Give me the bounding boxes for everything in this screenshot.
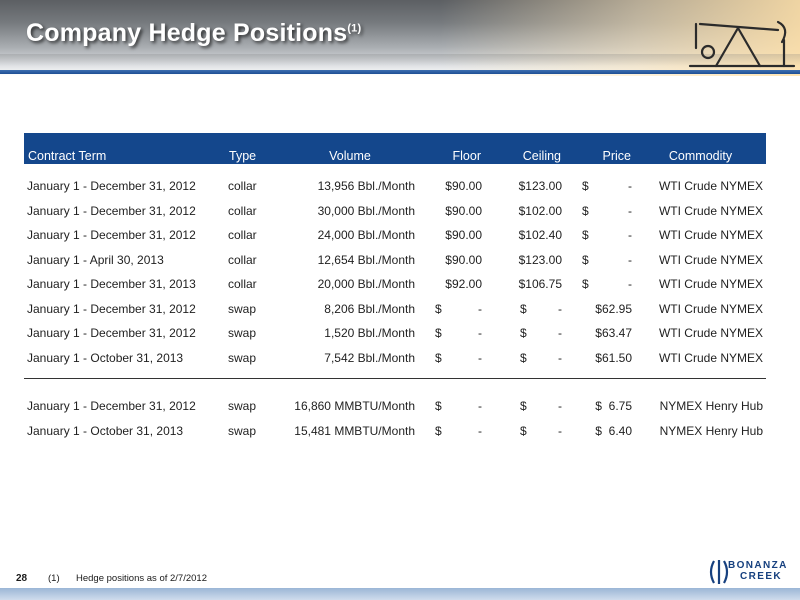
cell-commodity: WTI Crude NYMEX xyxy=(658,326,763,341)
table-row xyxy=(24,248,766,273)
cell-type: collar xyxy=(228,179,257,194)
col-header-commodity: Commodity xyxy=(635,133,766,164)
footnote-marker: (1) xyxy=(48,573,60,584)
table-row xyxy=(24,297,766,322)
cell-commodity: NYMEX Henry Hub xyxy=(659,423,763,438)
page-title: Company Hedge Positions$^{(1)}$ xyxy=(26,19,362,47)
cell-volume: 30,000 Bbl./Month xyxy=(317,203,415,218)
cell-commodity: WTI Crude NYMEX xyxy=(658,301,763,316)
cell-floor: $90.00 xyxy=(445,203,482,218)
title-footnote-marker: (1) xyxy=(347,22,362,35)
page-number: 28 xyxy=(16,573,28,584)
cell-floor: $ - xyxy=(435,399,482,414)
cell-price: $ - xyxy=(582,252,632,267)
cell-type: swap xyxy=(228,399,257,414)
cell-ceiling: $ - xyxy=(520,326,562,341)
cell-floor: $ - xyxy=(435,350,482,365)
footnote xyxy=(48,573,207,584)
col-header-ceiling: Ceiling xyxy=(485,133,565,164)
cell-price: $ - xyxy=(582,179,632,194)
cell-ceiling: $106.75 xyxy=(518,277,562,292)
hedge-positions-table xyxy=(24,133,766,443)
table-header-row xyxy=(24,133,766,164)
cell-commodity: WTI Crude NYMEX xyxy=(658,252,763,267)
cell-ceiling: $ - xyxy=(520,399,562,414)
cell-floor: $90.00 xyxy=(445,252,482,267)
cell-term: January 1 - December 31, 2012 xyxy=(27,301,196,316)
cell-price: $ - xyxy=(582,228,632,243)
pumpjack-icon xyxy=(686,4,796,68)
header-banner xyxy=(0,0,800,76)
cell-type: collar xyxy=(228,203,257,218)
col-header-type: Type xyxy=(225,133,282,164)
cell-commodity: NYMEX Henry Hub xyxy=(659,399,763,414)
table-row xyxy=(24,394,766,419)
cell-volume: 24,000 Bbl./Month xyxy=(317,228,415,243)
cell-ceiling: $123.00 xyxy=(518,252,562,267)
cell-price: $ - xyxy=(582,203,632,218)
cell-volume: 12,654 Bbl./Month xyxy=(317,252,415,267)
cell-term: January 1 - April 30, 2013 xyxy=(27,252,164,267)
cell-ceiling: $102.00 xyxy=(518,203,562,218)
cell-term: January 1 - October 31, 2013 xyxy=(27,423,184,438)
cell-type: collar xyxy=(228,277,257,292)
footnote-text: Hedge positions as of 2/7/2012 xyxy=(76,573,207,584)
cell-commodity: WTI Crude NYMEX xyxy=(658,203,763,218)
cell-floor: $ - xyxy=(435,326,482,341)
cell-ceiling: $123.00 xyxy=(518,179,562,194)
cell-floor: $90.00 xyxy=(445,179,482,194)
header-horizon xyxy=(0,54,800,66)
cell-term: January 1 - December 31, 2012 xyxy=(27,228,196,243)
cell-floor: $ - xyxy=(435,301,482,316)
cell-price: $ - xyxy=(582,277,632,292)
cell-type: collar xyxy=(228,252,257,267)
hedge-table-container xyxy=(24,133,766,443)
cell-floor: $92.00 xyxy=(445,277,482,292)
cell-commodity: WTI Crude NYMEX xyxy=(658,350,763,365)
table-row xyxy=(24,199,766,224)
col-header-contract-term: Contract Term xyxy=(24,133,225,164)
cell-price: $62.95 xyxy=(595,301,632,316)
cell-floor: $ - xyxy=(435,423,482,438)
cell-type: collar xyxy=(228,228,257,243)
cell-volume: 7,542 Bbl./Month xyxy=(324,350,415,365)
cell-term: January 1 - December 31, 2012 xyxy=(27,399,196,414)
cell-commodity: WTI Crude NYMEX xyxy=(658,277,763,292)
cell-ceiling: $ - xyxy=(520,301,562,316)
cell-price: $ 6.40 xyxy=(595,423,632,438)
table-row xyxy=(24,272,766,297)
footer-bar xyxy=(0,588,800,600)
cell-term: January 1 - December 31, 2012 xyxy=(27,203,196,218)
cell-term: January 1 - December 31, 2012 xyxy=(27,326,196,341)
cell-commodity: WTI Crude NYMEX xyxy=(658,228,763,243)
cell-volume: 16,860 MMBTU/Month xyxy=(294,399,415,414)
section-divider xyxy=(24,370,766,384)
col-header-floor: Floor xyxy=(418,133,485,164)
col-header-price: Price xyxy=(565,133,635,164)
table-row xyxy=(24,346,766,371)
cell-type: swap xyxy=(228,423,257,438)
company-logo-text: BONANZA CREEK xyxy=(728,560,788,582)
cell-commodity: WTI Crude NYMEX xyxy=(658,179,763,194)
cell-ceiling: $ - xyxy=(520,350,562,365)
cell-price: $ 6.75 xyxy=(595,399,632,414)
cell-volume: 1,520 Bbl./Month xyxy=(324,326,415,341)
cell-volume: 13,956 Bbl./Month xyxy=(317,179,415,194)
cell-ceiling: $102.40 xyxy=(518,228,562,243)
col-header-volume: Volume xyxy=(282,133,418,164)
cell-volume: 20,000 Bbl./Month xyxy=(317,277,415,292)
table-row xyxy=(24,419,766,444)
cell-type: swap xyxy=(228,326,257,341)
cell-type: swap xyxy=(228,350,257,365)
cell-term: January 1 - December 31, 2013 xyxy=(27,277,196,292)
table-row xyxy=(24,223,766,248)
table-row xyxy=(24,321,766,346)
cell-volume: 8,206 Bbl./Month xyxy=(324,301,415,316)
cell-price: $61.50 xyxy=(595,350,632,365)
cell-term: January 1 - October 31, 2013 xyxy=(27,350,184,365)
cell-floor: $90.00 xyxy=(445,228,482,243)
cell-price: $63.47 xyxy=(595,326,632,341)
table-row xyxy=(24,174,766,199)
header-rule xyxy=(0,70,800,74)
cell-ceiling: $ - xyxy=(520,423,562,438)
cell-volume: 15,481 MMBTU/Month xyxy=(294,423,415,438)
cell-term: January 1 - December 31, 2012 xyxy=(27,179,196,194)
cell-type: swap xyxy=(228,301,257,316)
